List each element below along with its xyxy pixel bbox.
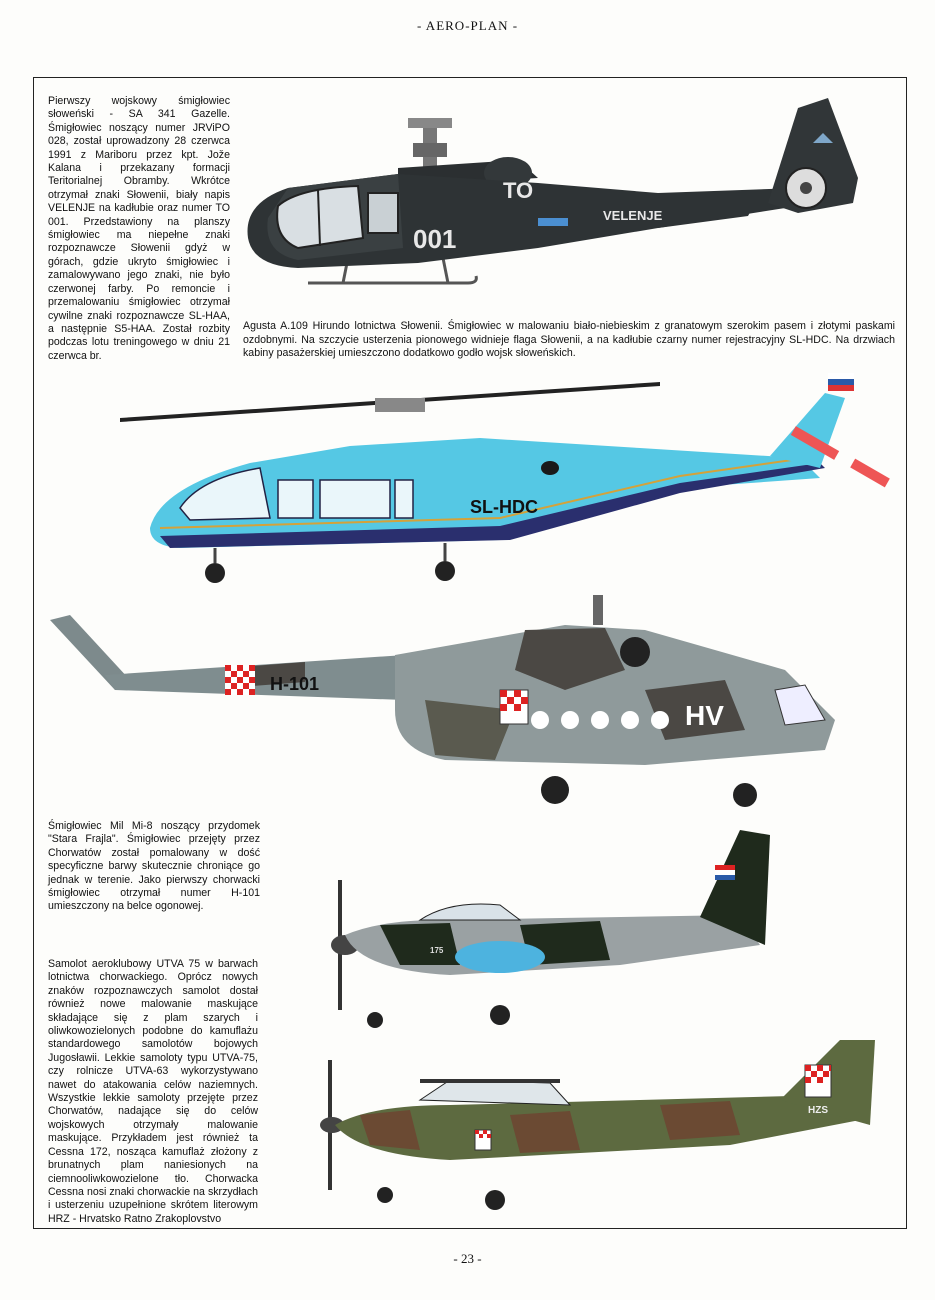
cessna-illustration <box>310 1035 880 1220</box>
gazelle-name-marking: VELENJE <box>603 208 663 223</box>
running-header: - AERO-PLAN - <box>416 18 519 33</box>
agusta-registration: SL-HDC <box>470 497 538 517</box>
mi8-hv-marking: HV <box>685 700 724 731</box>
page-number: - 23 - <box>453 1251 482 1266</box>
gazelle-to-marking: TO <box>503 178 534 203</box>
caption-mi8: Śmigłowiec Mil Mi-8 noszący przydomek "Stara Frajla". Śmigłowiec przejęty przez Chorwatów został pomalowany w dość specyficzne barwy skutecznie chroniące go jednak w terenie. Jako pierwszy chorwacki śmigłowiec otrzymał numer H-101 umieszczony na belce ogonowej. <box>48 820 260 913</box>
mi8-registration: H-101 <box>270 674 320 694</box>
mi8-illustration <box>45 590 845 810</box>
caption-gazelle: Pierwszy wojskowy śmigłowiec słoweński - SA 341 Gazelle. Śmigłowiec noszący numer JRViPO 028, został uprowadzony 28 czerwca 1991 z Mariboru przez kpt. Jože Kalana i przekazany formacji Teritorialnej Obramby. Wkrótce otrzymał znaki Słowenii, biały napis VELENJE na kadłubie oraz numer TO 001. Przedstawiony na planszy śmigłowiec ma niepełne znaki rozpoznawcze Słowenii gdyż w górach, gdzie ukryto śmigłowiec i zamalowywano jego znaki, nie było czerwonej farby. Po remoncie i przemalowaniu śmigłowiec otrzymał cywilne znaki rozpoznawcze SL-HAA, a następnie S5-HAA. Został rozbity podczas lotu treningowego w dniu 21 czerwca br. <box>48 95 230 362</box>
utva-illustration <box>320 825 790 1035</box>
agusta-illustration <box>120 368 900 588</box>
caption-agusta: Agusta A.109 Hirundo lotnictwa Słowenii. Śmigłowiec w malowaniu biało-niebieskim z granatowym szerokim pasem i złotymi paskami ozdobnymi. Na szczycie usterzenia pionowego widnieje flaga Słowenii, a na kadłubie czarny numer rejestracyjny SL-HDC. Na drzwiach kabiny pasażerskiej umieszczono dodatkowo godło wojsk słoweńskich. <box>243 320 895 360</box>
checkerboard-marking <box>225 665 255 695</box>
utva-code: 175 <box>430 946 444 955</box>
gazelle-illustration <box>238 88 878 298</box>
caption-utva-cessna: Samolot aeroklubowy UTVA 75 w barwach lotnictwa chorwackiego. Oprócz nowych znaków rozpoznawczych samolot dostał również nowe malowanie maskujące składające się z plam szarych i oliwkowozielonych podobne do kamuflażu standardowego samolotów bojowych Jugosławii. Lekkie samoloty typu UTVA-75, czy rolnicze UTVA-63 wykorzystywano nawet do atakowania celów naziemnych. Wszystkie lekkie samoloty przejęte przez Chorwatów, nadające się do celów wojskowych otrzymały malowanie maskujące. Przykładem jest również ta Cessna 172, nosząca kamuflaż złożony z brunatnych plam naniesionych na ciemnooliwkowozielone tło. Chorwacka Cessna nosi znaki chorwackie na skrzydłach i usterzeniu uzupełnione skrótem literowym HRZ - Hrvatsko Ratno Zrakoplovstvo <box>48 958 258 1225</box>
cessna-code: HZS <box>808 1105 828 1116</box>
gazelle-number: 001 <box>413 224 457 254</box>
